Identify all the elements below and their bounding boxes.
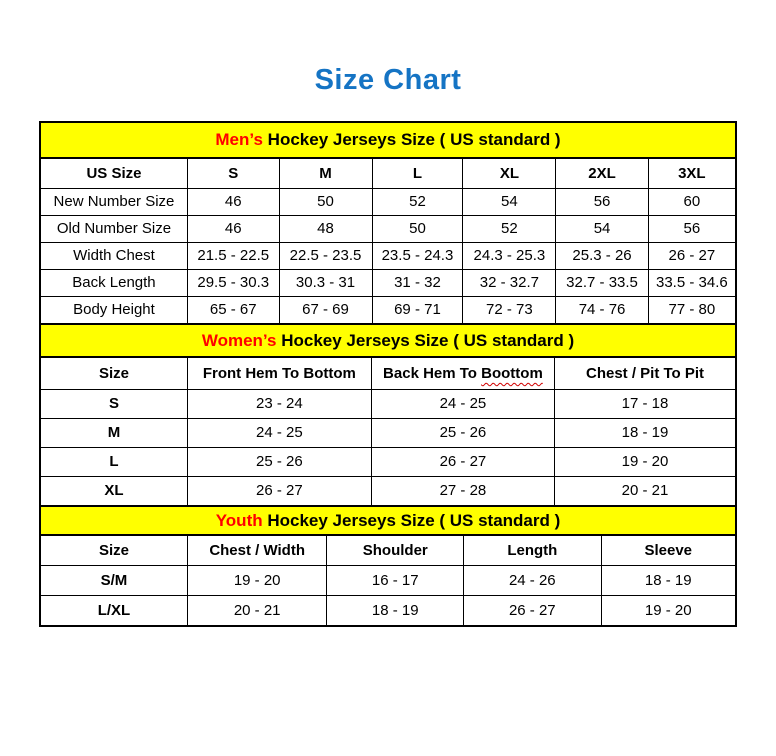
- value-cell: 19 - 20: [555, 447, 735, 476]
- table-row: [41, 565, 735, 595]
- youth-size-table: [41, 536, 735, 625]
- womens-section-header: [41, 323, 735, 358]
- column-header-cell: Back Hem To Boottom: [371, 358, 554, 389]
- column-header-cell: Shoulder: [327, 536, 464, 565]
- value-cell: 19 - 20: [601, 595, 735, 625]
- table-row: [41, 188, 735, 215]
- womens-size-table: [41, 358, 735, 505]
- row-label-cell: L: [41, 447, 187, 476]
- row-label-cell: Body Height: [41, 296, 187, 323]
- column-header-cell: Sleeve: [601, 536, 735, 565]
- table-row: [41, 242, 735, 269]
- page-title: Size Chart: [314, 64, 462, 96]
- column-header-cell: 3XL: [648, 159, 735, 188]
- table-row: [41, 215, 735, 242]
- size-chart-table: [39, 121, 737, 627]
- value-cell: 23.5 - 24.3: [372, 242, 463, 269]
- value-cell: 54: [556, 215, 648, 242]
- value-cell: 77 - 80: [648, 296, 735, 323]
- value-cell: 56: [648, 215, 735, 242]
- row-label-cell: S: [41, 389, 187, 418]
- value-cell: 60: [648, 188, 735, 215]
- value-cell: 21.5 - 22.5: [187, 242, 279, 269]
- column-header-cell: Size: [41, 536, 187, 565]
- row-label-cell: Width Chest: [41, 242, 187, 269]
- misspelled-word: Boottom: [481, 364, 543, 382]
- column-header-cell: 2XL: [556, 159, 648, 188]
- mens-label-rest: Hockey Jerseys Size ( US standard ): [262, 130, 561, 149]
- column-header-row: [41, 536, 735, 565]
- row-label-cell: M: [41, 418, 187, 447]
- size-chart-document: [0, 64, 776, 756]
- column-header-cell: Front Hem To Bottom: [187, 358, 371, 389]
- table-row: [41, 476, 735, 505]
- value-cell: 19 - 20: [187, 565, 326, 595]
- value-cell: 29.5 - 30.3: [187, 269, 279, 296]
- value-cell: 26 - 27: [187, 476, 371, 505]
- value-cell: 18 - 19: [601, 565, 735, 595]
- column-header-row: [41, 358, 735, 389]
- table-row: [41, 447, 735, 476]
- value-cell: 31 - 32: [372, 269, 463, 296]
- value-cell: 32.7 - 33.5: [556, 269, 648, 296]
- column-header-cell: Chest / Width: [187, 536, 326, 565]
- value-cell: 65 - 67: [187, 296, 279, 323]
- value-cell: 24.3 - 25.3: [463, 242, 556, 269]
- value-cell: 48: [279, 215, 372, 242]
- youth-label-rest: Hockey Jerseys Size ( US standard ): [262, 510, 561, 530]
- column-header-cell: XL: [463, 159, 556, 188]
- value-cell: 17 - 18: [555, 389, 735, 418]
- column-header-cell: Chest / Pit To Pit: [555, 358, 735, 389]
- value-cell: 52: [463, 215, 556, 242]
- value-cell: 46: [187, 215, 279, 242]
- value-cell: 20 - 21: [187, 595, 326, 625]
- value-cell: 26 - 27: [371, 447, 554, 476]
- value-cell: 72 - 73: [463, 296, 556, 323]
- mens-size-table: [41, 159, 735, 323]
- value-cell: 46: [187, 188, 279, 215]
- value-cell: 25.3 - 26: [556, 242, 648, 269]
- column-header-row: [41, 159, 735, 188]
- value-cell: 18 - 19: [327, 595, 464, 625]
- column-header-cell: S: [187, 159, 279, 188]
- column-header-cell: M: [279, 159, 372, 188]
- value-cell: 22.5 - 23.5: [279, 242, 372, 269]
- table-row: [41, 296, 735, 323]
- row-label-cell: Back Length: [41, 269, 187, 296]
- row-label-cell: Old Number Size: [41, 215, 187, 242]
- value-cell: 27 - 28: [371, 476, 554, 505]
- value-cell: 24 - 26: [464, 565, 601, 595]
- value-cell: 33.5 - 34.6: [648, 269, 735, 296]
- value-cell: 74 - 76: [556, 296, 648, 323]
- table-row: [41, 269, 735, 296]
- value-cell: 20 - 21: [555, 476, 735, 505]
- value-cell: 54: [463, 188, 556, 215]
- table-row: [41, 389, 735, 418]
- value-cell: 30.3 - 31: [279, 269, 372, 296]
- womens-label-rest: Hockey Jerseys Size ( US standard ): [276, 330, 575, 350]
- value-cell: 16 - 17: [327, 565, 464, 595]
- value-cell: 25 - 26: [371, 418, 554, 447]
- value-cell: 24 - 25: [187, 418, 371, 447]
- youth-section-header: [41, 505, 735, 536]
- value-cell: 52: [372, 188, 463, 215]
- value-cell: 32 - 32.7: [463, 269, 556, 296]
- mens-label-highlight: Men’s: [215, 130, 263, 149]
- table-row: [41, 595, 735, 625]
- value-cell: 69 - 71: [372, 296, 463, 323]
- value-cell: 26 - 27: [464, 595, 601, 625]
- value-cell: 23 - 24: [187, 389, 371, 418]
- value-cell: 56: [556, 188, 648, 215]
- column-header-cell: Length: [464, 536, 601, 565]
- value-cell: 24 - 25: [371, 389, 554, 418]
- column-header-cell: L: [372, 159, 463, 188]
- value-cell: 18 - 19: [555, 418, 735, 447]
- youth-label-highlight: Youth: [215, 510, 263, 530]
- value-cell: 67 - 69: [279, 296, 372, 323]
- row-label-cell: L/XL: [41, 595, 187, 625]
- table-row: [41, 418, 735, 447]
- column-header-cell: Size: [41, 358, 187, 389]
- value-cell: 25 - 26: [187, 447, 371, 476]
- row-label-cell: S/M: [41, 565, 187, 595]
- column-header-cell: US Size: [41, 159, 187, 188]
- row-label-cell: New Number Size: [41, 188, 187, 215]
- value-cell: 50: [279, 188, 372, 215]
- row-label-cell: XL: [41, 476, 187, 505]
- value-cell: 50: [372, 215, 463, 242]
- womens-label-highlight: Women’s: [201, 330, 277, 350]
- mens-section-header: [41, 123, 735, 159]
- value-cell: 26 - 27: [648, 242, 735, 269]
